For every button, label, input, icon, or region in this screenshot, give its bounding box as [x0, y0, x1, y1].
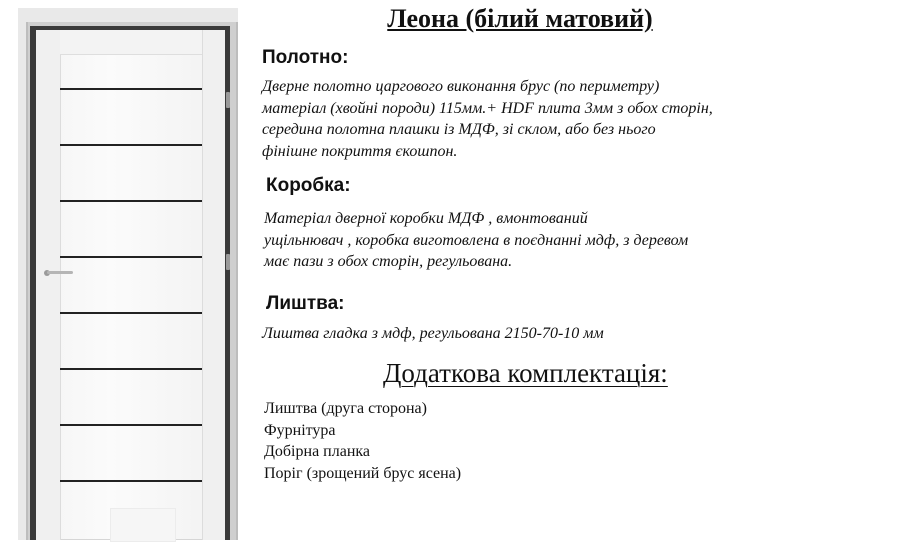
section-heading-polotno: Полотно: — [262, 47, 349, 68]
door-stile-right — [202, 30, 225, 540]
list-item: Фурнітура — [264, 421, 336, 439]
text-line: Матеріал дверної коробки МДФ , вмонтований — [264, 210, 588, 227]
text-line: Дверне полотно царгового виконання брус (по периметру) — [262, 78, 660, 95]
list-item: Лиштва (друга сторона) — [264, 400, 427, 417]
door-bottom-block — [110, 508, 176, 542]
section-text-lyshtva — [262, 323, 604, 345]
text-line: матеріал (хвойні породи) 115мм.+ HDF плита 3мм з обох сторін, — [262, 99, 713, 117]
glass-line — [60, 88, 202, 90]
extras-heading: Додаткова комплектація: — [383, 358, 668, 388]
glass-line — [60, 368, 202, 370]
section-text-polotno — [262, 76, 713, 162]
product-title: Леона (білий матовий) — [387, 4, 653, 33]
list-item: Добірна планка — [264, 443, 371, 460]
text-line: середина полотна плашки із МДФ, зі склом, або без нього — [262, 121, 656, 138]
text-line: Лиштва гладка з мдф, регульована 2150-70-10 мм — [262, 325, 604, 342]
door-image — [0, 0, 250, 540]
text-line: ущільнювач , коробка виготовлена в поєднанні мдф, з деревом — [264, 231, 689, 249]
glass-line — [60, 256, 202, 258]
door-hinge — [226, 254, 230, 270]
glass-line — [60, 480, 202, 482]
glass-line — [60, 144, 202, 146]
section-heading-lyshtva: Лиштва: — [266, 293, 345, 314]
text-line: має пази з обох сторін, регульована. — [264, 253, 513, 270]
section-heading-korobka: Коробка: — [266, 175, 351, 196]
text-line: фінішне покриття єкошпон. — [262, 142, 458, 160]
door-hinge — [226, 92, 230, 108]
door-handle-lever — [47, 271, 73, 274]
glass-line — [60, 200, 202, 202]
glass-line — [60, 312, 202, 314]
door-leaf — [36, 30, 224, 540]
extras-list — [264, 398, 461, 484]
glass-line — [60, 424, 202, 426]
door-stile-left — [36, 30, 61, 540]
list-item: Поріг (зрощений брус ясена) — [264, 464, 462, 482]
door-rail-top — [60, 30, 202, 55]
section-text-korobka — [264, 208, 688, 273]
